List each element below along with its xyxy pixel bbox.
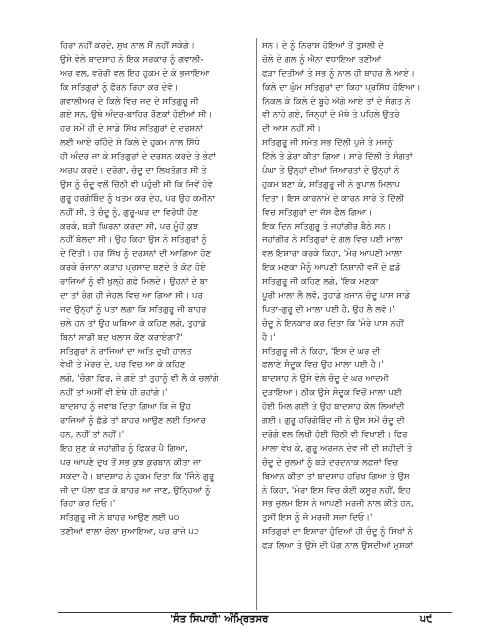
text-line: ਬਾਦਸ਼ਾਹ ਨੇ ਉਸੇ ਵੇਲੇ ਚੰਦੂ ਦੇ ਘਰ ਆਦਮੀ — [262, 374, 389, 385]
text-line: ਦੁੜਾਇਆ। ਠੀਕ ਉਸੇ ਸੰਦੂਕ ਵਿਚੋਂ ਮਾਲਾ ਪਈ — [262, 388, 402, 399]
text-line: ਇਕ ਮਣਕਾ ਮੈਨੂੰ ਆਪਣੀ ਨਿਸ਼ਾਨੀ ਵਜੋਂ ਦੇ ਛਡੋ — [262, 263, 401, 274]
text-line: ਨੇ ਕਿਹਾ, 'ਮੇਰਾ ਇਸ ਵਿਚ ਕੋਈ ਕਸੂਰ ਨਹੀਂ, ਇਹ — [262, 485, 411, 496]
text-line: ਕਿ ਸਤਿਗੁਰਾਂ ਨੂੰ ਫੌਰਨ ਰਿਹਾ ਕਰ ਦੇਵੋ। — [60, 82, 179, 93]
text-line: ਵਲ ਇਸ਼ਾਰਾ ਕਰਕੇ ਕਿਹਾ, 'ਮੇਰ ਆਪਣੀ ਮਾਲਾ — [262, 249, 402, 260]
text-line: ਫੜਾ ਦਿਤੀਆਂ ਤੇ ਸਭ ਨੂੰ ਨਾਲ ਹੀ ਬਾਹਰ ਲੈ ਆਏ। — [262, 68, 415, 79]
text-line: ਇਕ ਦਿਨ ਸਤਿਗੁਰੂ ਤੇ ਜਹਾਂਗੀਰ ਬੈਠੇ ਸਨ। — [262, 221, 392, 232]
text-line: ਉਸੇ ਵੇਲੇ ਬਾਦਸ਼ਾਹ ਨੇ ਇਕ ਸਰਕਾਰ ਨੂੰ ਗਵਾਲੀ- — [60, 54, 204, 65]
text-line: ਸਤਿਗੁਰੂ ਜੀ ਨੇ ਬਾਹਰ ਆਉਣ ਲਈ ੫੦ — [60, 513, 180, 524]
footer-rule — [58, 612, 452, 613]
text-line: ਰਾਜਿਆਂ ਨੂੰ ਛੱਡੇ ਤਾਂ ਬਾਹਰ ਆਉਣ ਲਈ ਤਿਆਰ — [60, 416, 206, 427]
text-line: ਲਈ ਆਏ ਰਹਿੰਦੇ ਸੇ ਕਿਲੇ ਦੇ ਹੁਕਮ ਨਾਲ ਸਿੱਧੇ — [60, 138, 200, 149]
text-line: ਦਿਤਾ। ਇਸ ਕਾਰਨਾਮੇ ਦੇ ਕਾਰਨ ਸਾਰੇ ਤੇ ਦਿੱਲੀ — [262, 193, 405, 204]
text-line: ਸਭ ਜ਼ੁਲਮ ਇਸ ਨੇ ਆਪਣੀ ਮਰਜ਼ੀ ਨਾਲ ਕੀਤੇ ਹਨ, — [262, 499, 414, 510]
text-line: ਅਰਪ ਕਰਦੇ। ਦਰੋਗਾ, ਚੰਦੂ ਦਾ ਲਿਖਤੋਗਤ ਸੀ ਤੇ — [60, 166, 207, 177]
text-line: ਸਤਿਗੁਰਾਂ ਦਾ ਇਸ਼ਾਰਾ ਹੁੰਦਿਆਂ ਹੀ ਚੰਦੂ ਨੂੰ ਸਿਖਾਂ ਨੇ — [262, 527, 413, 538]
text-line: ਹਿਰਾ ਨਹੀਂ ਕਰਦੇ, ਸੁਖ ਨਾਲ ਸੌਂ ਨਹੀਂ ਸਕੇਗੇ। — [60, 41, 195, 51]
text-line: ਵਿਚ ਸਤਿਗੁਰਾਂ ਦਾ ਜੱਸ ਫੈਲ ਗਿਆ। — [262, 207, 373, 218]
text-line: ਦਾ ਤਾਂ ਰੰਗ ਹੀ ਜੇਹਲ ਵਿਚ ਆ ਗਿਆ ਸੀ। ਪਰ — [60, 291, 203, 302]
text-line: ਦੇ ਦਿੱਤੀ। ਹਰ ਸਿੱਖ ਨੂੰ ਦਰਸ਼ਨਾਂ ਦੀ ਆਗਿਆ ਹੋਣ — [60, 249, 212, 260]
text-line: ਵੇਖੀ ਤੇ ਮੇਰਚ ਦੇ, ਪਰ ਵਿਚ ਆ ਕੇ ਕਹਿਣ — [60, 360, 186, 371]
text-line: ਨਹੀਂ ਤਾਂ ਅਸੀਂ ਵੀ ਏਥੇ ਹੀ ਰਹਾਂਗੇ।' — [60, 388, 168, 399]
text-line: ਪੰਘਾ ਤੇ ਉਨ੍ਹਾਂ ਦੀਆਂ ਜਿਆਰਤਾਂ ਦੇ ਉਨ੍ਹਾਂ ਨੇ — [262, 166, 400, 177]
text-line: ਪਰ ਆਪਣੇ ਦੁਖ ਤੋਂ ਸਭ ਕੁਝ ਕੁਰਬਾਨ ਕੀਤਾ ਜਾ — [60, 457, 201, 468]
text-line: ਰਿਹਾ ਕਰ ਦਿਓ।' — [60, 499, 116, 510]
text-line: ਬਿਨਾਂ ਸਾਡੀ ਬਦ ਖਲਾਸ ਕੌਣ ਕਰਾਏਗਾ?' — [60, 332, 183, 343]
left-text-column — [60, 40, 252, 540]
text-line: ਤਣੀਆਂ ਵਾਲਾ ਚੋਲਾ ਸੁਆਇਆ, ਪਰ ਰਾਜੇ ੫੨ — [60, 527, 199, 538]
text-line: ਚੰਦੂ ਦੇ ਜ਼ੁਲਮਾਂ ਨੂੰ ਬੜੇ ਦਰਦਨਾਕ ਲਫ਼ਜ਼ਾਂ ਵਿਚ — [262, 457, 399, 468]
text-line: ਲਗੇ, 'ਚੰਗਾ ਫਿਰ, ਜੇ ਗਏ ਤਾਂ ਤੁਹਾਨੂੰ ਵੀ ਲੈ ਕੇ ਚਲਾਂਗੇ — [60, 374, 219, 385]
text-line: ਹੀ ਅੰਦਰ ਜਾ ਕੇ ਸਤਿਗੁਰਾਂ ਦੇ ਦਰਸ਼ਨ ਕਰਦੇ ਤੇ ਭੇਟਾਂ — [60, 152, 216, 163]
text-line: ਚਲੇ ਹਨ ਤਾਂ ਉਹ ਘਬਿਆ ਕੇ ਕਹਿਣ ਲਗੇ, ਤੁਹਾਡੇ — [60, 318, 207, 329]
text-line: ਵੀ ਨਾਹੇ ਗਏ, ਜਿਨ੍ਹਾਂ ਦੇ ਮੱਥੇ ਤੇ ਪਹਿਲੇ ਉਤਰੇ — [262, 110, 400, 121]
text-line: ਹੋਈ ਮਿਲ ਗਈ ਤੇ ਉਹ ਬਾਦਸ਼ਾਹ ਕੋਲ ਲਿਆਂਦੀ — [262, 402, 405, 413]
text-line: ਗਵਾਲੀਅਰ ਦੇ ਕਿਲੇ ਵਿਚ ਜਦ ਦੇ ਸਤਿਗੁਰੂ ਜੀ — [60, 96, 199, 107]
text-line: ਗਏ ਸਨ, ਉਥੇ ਅੰਦਰ-ਬਾਹਿਰ ਰੌਣਕਾਂ ਹੋਈਆਂ ਸੀ। — [60, 110, 213, 121]
text-line: ਦਰੋਗੇ ਵਲ ਲਿਖੀ ਹੋਈ ਚਿੱਠੀ ਵੀ ਵਿਖਾਈ। ਫਿਰ — [262, 429, 408, 440]
footer-page-number: ੫੯ — [420, 614, 433, 625]
text-line: ਗੁਰੂ ਹਰਗੋਬਿੰਦ ਨੂੰ ਖ਼ਤਮ ਕਰ ਦੇਹ, ਪਰ ਉਹ ਕਮੀਨਾ — [60, 193, 215, 204]
text-line: ਸਕਦਾ ਹੈ। ਬਾਦਸ਼ਾਹ ਨੇ ਹੁਕਮ ਦਿਤਾ ਕਿ 'ਜਿੰਨੇ ਗੁਰੂ — [60, 471, 215, 482]
text-line: ਸਤਿਗੁਰਾਂ ਨੇ ਰਾਜਿਆਂ ਦਾ ਅਤਿ ਦੁਖੀ ਹਾਲਤ — [60, 346, 192, 357]
text-line: ਬਿਆਨ ਕੀਤਾ ਤਾਂ ਬਾਦਸ਼ਾਹ ਹਰਿਖ ਗਿਆ ਤੇ ਉਸ — [262, 471, 410, 482]
text-line: ਇਹ ਸੁਣ ਕੇ ਜਹਾਂਗੀਰ ਨੂੰ ਫਿਕਰ ਪੈ ਗਿਆ, — [60, 443, 188, 454]
text-line: ਜੀ ਦਾ ਪੱਲਾ ਫੜ ਕੇ ਬਾਹਰ ਆ ਜਾਣ, ਉਨ੍ਹਿਆਂ ਨੂੰ — [60, 485, 211, 496]
text-line: ਤੁਸੀਂ ਇਸ ਨੂੰ ਜੋ ਮਰਜ਼ੀ ਸਜ਼ਾ ਦਿਓ।' — [262, 513, 373, 524]
text-line: ਪਿਤਾ-ਗੁਰੂ ਦੀ ਮਾਲਾ ਪਈ ਹੈ, ਉਹ ਲੈ ਲਵੋ।' — [262, 304, 395, 315]
column-divider — [256, 38, 257, 610]
text-line: ਹੈ।' — [262, 332, 276, 343]
text-line: ਚੰਦੂ ਨੇ ਇਨਕਾਰ ਕਰ ਦਿਤਾ ਕਿ 'ਮੇਰੇ ਪਾਸ ਨਹੀਂ — [262, 318, 404, 329]
text-line: ਸਤਿਗੁਰੂ ਜੀ ਸਮੇਤ ਸਭ ਦਿੱਲੀ ਪੁਜੇ ਤੇ ਮਜਨੂੰ — [262, 138, 393, 149]
text-line: ਗਈ। ਗੁਰੂ ਹਰਿਗੋਬਿੰਦ ਜੀ ਨੇ ਉਸ ਸਮੇਂ ਚੰਦੂ ਦੀ — [262, 416, 405, 427]
text-line: ਹਰ ਸਮੇਂ ਹੀ ਦੇ ਸਾਡੇ ਸਿੱਖ ਸਤਿਗੁਰਾਂ ਦੇ ਦਰਸ਼ਨਾਂ — [60, 124, 204, 135]
text-line: ਨਹੀਂ ਬੋਲਦਾ ਸੀ। ਉਹ ਕਿਹਾ ਉਸ ਨੇ ਸਤਿਗੁਰਾਂ ਨੂੰ — [60, 235, 207, 246]
right-text-column — [262, 40, 450, 554]
text-line: ਫੜ ਲਿਆ ਤੇ ਉਸੇ ਦੀ ਪੱਗ ਨਾਲ ਉਸਦੀਆਂ ਮੁਸ਼ਕਾਂ — [262, 541, 414, 552]
text-line: ਕਰਕੇ, ਬੜੀ ਘਿਰਨਾ ਕਰਦਾ ਸੀ, ਪਰ ਮੂੰਹੋਂ ਕੁਝ — [60, 221, 199, 232]
text-line: ਸਨ। ਦੇ ਨੂੰ ਨਿਰਾਸ਼ ਹੋਇਆਂ ਤੋਂ ਤੁਸਲੀ ਦੇ — [262, 41, 384, 51]
text-line: ਕਰਕੇ ਰੋਜ਼ਾਨਾ ਕੜਾਹ ਪ੍ਰਸਾਦ ਬਣਦੇ ਤੇ ਕੋਟ ਹੋਏ — [60, 263, 206, 274]
text-line: ਟਿੱਲੇ ਤੇ ਡੇਰਾ ਕੀਤਾ ਗਿਆ। ਸਾਰੇ ਦਿੱਲੀ ਤੇ ਸੰਗਤਾਂ — [262, 152, 413, 163]
text-line: ਦੀ ਆਸ ਨਹੀਂ ਸੀ। — [262, 124, 321, 135]
text-line: ਹਨ, ਨਹੀਂ ਤਾਂ ਨਹੀਂ।' — [60, 429, 125, 440]
footer-magazine-title: 'ਸੰਤ ਸਿਪਾਹੀ' ਅੰਮ੍ਰਿਤਸਰ — [170, 614, 269, 625]
text-line: ਮਾਲਾ ਵੇਖ ਕੇ, ਗੁਰੂ ਅਰਜਨ ਦੇਵ ਜੀ ਦੀ ਸ਼ਹੀਦੀ ਤੇ — [262, 443, 413, 454]
text-line: ਚੋਲੇ ਦੇ ਗਲ ਨੂੰ ਐਨਾ ਵਧਾਇਆ ਤਣੀਆਂ — [262, 54, 382, 65]
text-line: ਜਦ ਉਨ੍ਹਾਂ ਨੂੰ ਪਤਾ ਲਗਾ ਕਿ ਸਤਿਗੁਰੂ ਜੀ ਬਾਹਰ — [60, 304, 207, 315]
text-line: ਫਲਾਣੇ ਸੰਦੂਕ ਵਿਚ ਉਹ ਮਾਲਾ ਪਈ ਹੈ।' — [262, 360, 384, 371]
text-line: ਪੂਰੀ ਮਾਲਾ ਲੈ ਲਵੋ, ਤੁਹਾਡੇ ਖ਼ਜਾਨ ਚੰਦੂ ਪਾਸ ਸਾਡੇ — [262, 291, 411, 302]
text-line: ਹੁਕਮ ਬਣਾ ਕੇ, ਸਤਿਗੁਰੂ ਜੀ ਨੇ ਭੁਪਾਲ ਮਿਲਾਪ — [262, 179, 401, 190]
text-line: ਜਹਾਂਗੀਰ ਨੇ ਸਤਿਗੁਰਾਂ ਦੇ ਗਲ ਵਿਚ ਪਈ ਮਾਲਾ — [262, 235, 403, 246]
text-line: ਨਿਕਲ ਕੇ ਕਿਲੇ ਦੇ ਬੂਹੇ ਅੱਗੇ ਆਏ ਤਾਂ ਦੇ ਸੰਗਤ ਨੇ — [262, 96, 411, 107]
text-line: ਰਾਜਿਆਂ ਨੂੰ ਵੀ ਖੁਲ੍ਹੇ ਗਫੇ ਮਿਲਦੇ। ਉਹਨਾਂ ਦੇ ਬਾ — [60, 277, 208, 288]
text-line: ਉਸ ਨੂੰ ਚੰਦੂ ਵਲੋਂ ਚਿੱਠੀ ਵੀ ਪਹੁੰਚੀ ਸੀ ਕਿ ਜਿਵੇਂ ਹੋਵੇ — [60, 179, 213, 190]
text-line: ਬਾਦਸ਼ਾਹ ਨੂੰ ਜਵਾਬ ਦਿਤਾ ਗਿਆ ਕਿ ਜੇ ਉਹ — [60, 402, 191, 413]
text-line: ਕਿਲੇ ਦਾ ਘੁੰਮ ਸਤਿਗੁਰਾਂ ਦਾ ਕਿਹਾ ਪ੍ਰਸਿੱਧ ਹੋਇਆ। — [262, 82, 421, 93]
text-line: ਅਰ ਵਲ, ਵਰੋਰੀ ਵਲ ਇਹ ਹੁਕਮ ਦੇ ਕੇ ਭਜਾਇਆ — [60, 68, 210, 79]
text-line: ਨਹੀਂ ਸੀ, ਤੇ ਚੰਦੂ ਨੂੰ, ਗੁਰੂ-ਘਰ ਦਾ ਵਿਰੋਧੀ ਹੋਣ — [60, 207, 199, 218]
text-line: ਸਤਿਗੁਰੂ ਜੀ ਨੇ ਕਿਹਾ, 'ਇਸ ਦੇ ਘਰ ਦੀ — [262, 346, 381, 357]
text-line: ਸਤਿਗੁਰੂ ਜੀ ਕਹਿਣ ਲਗੇ, 'ਇਕ ਮਣਕਾ — [262, 277, 379, 288]
